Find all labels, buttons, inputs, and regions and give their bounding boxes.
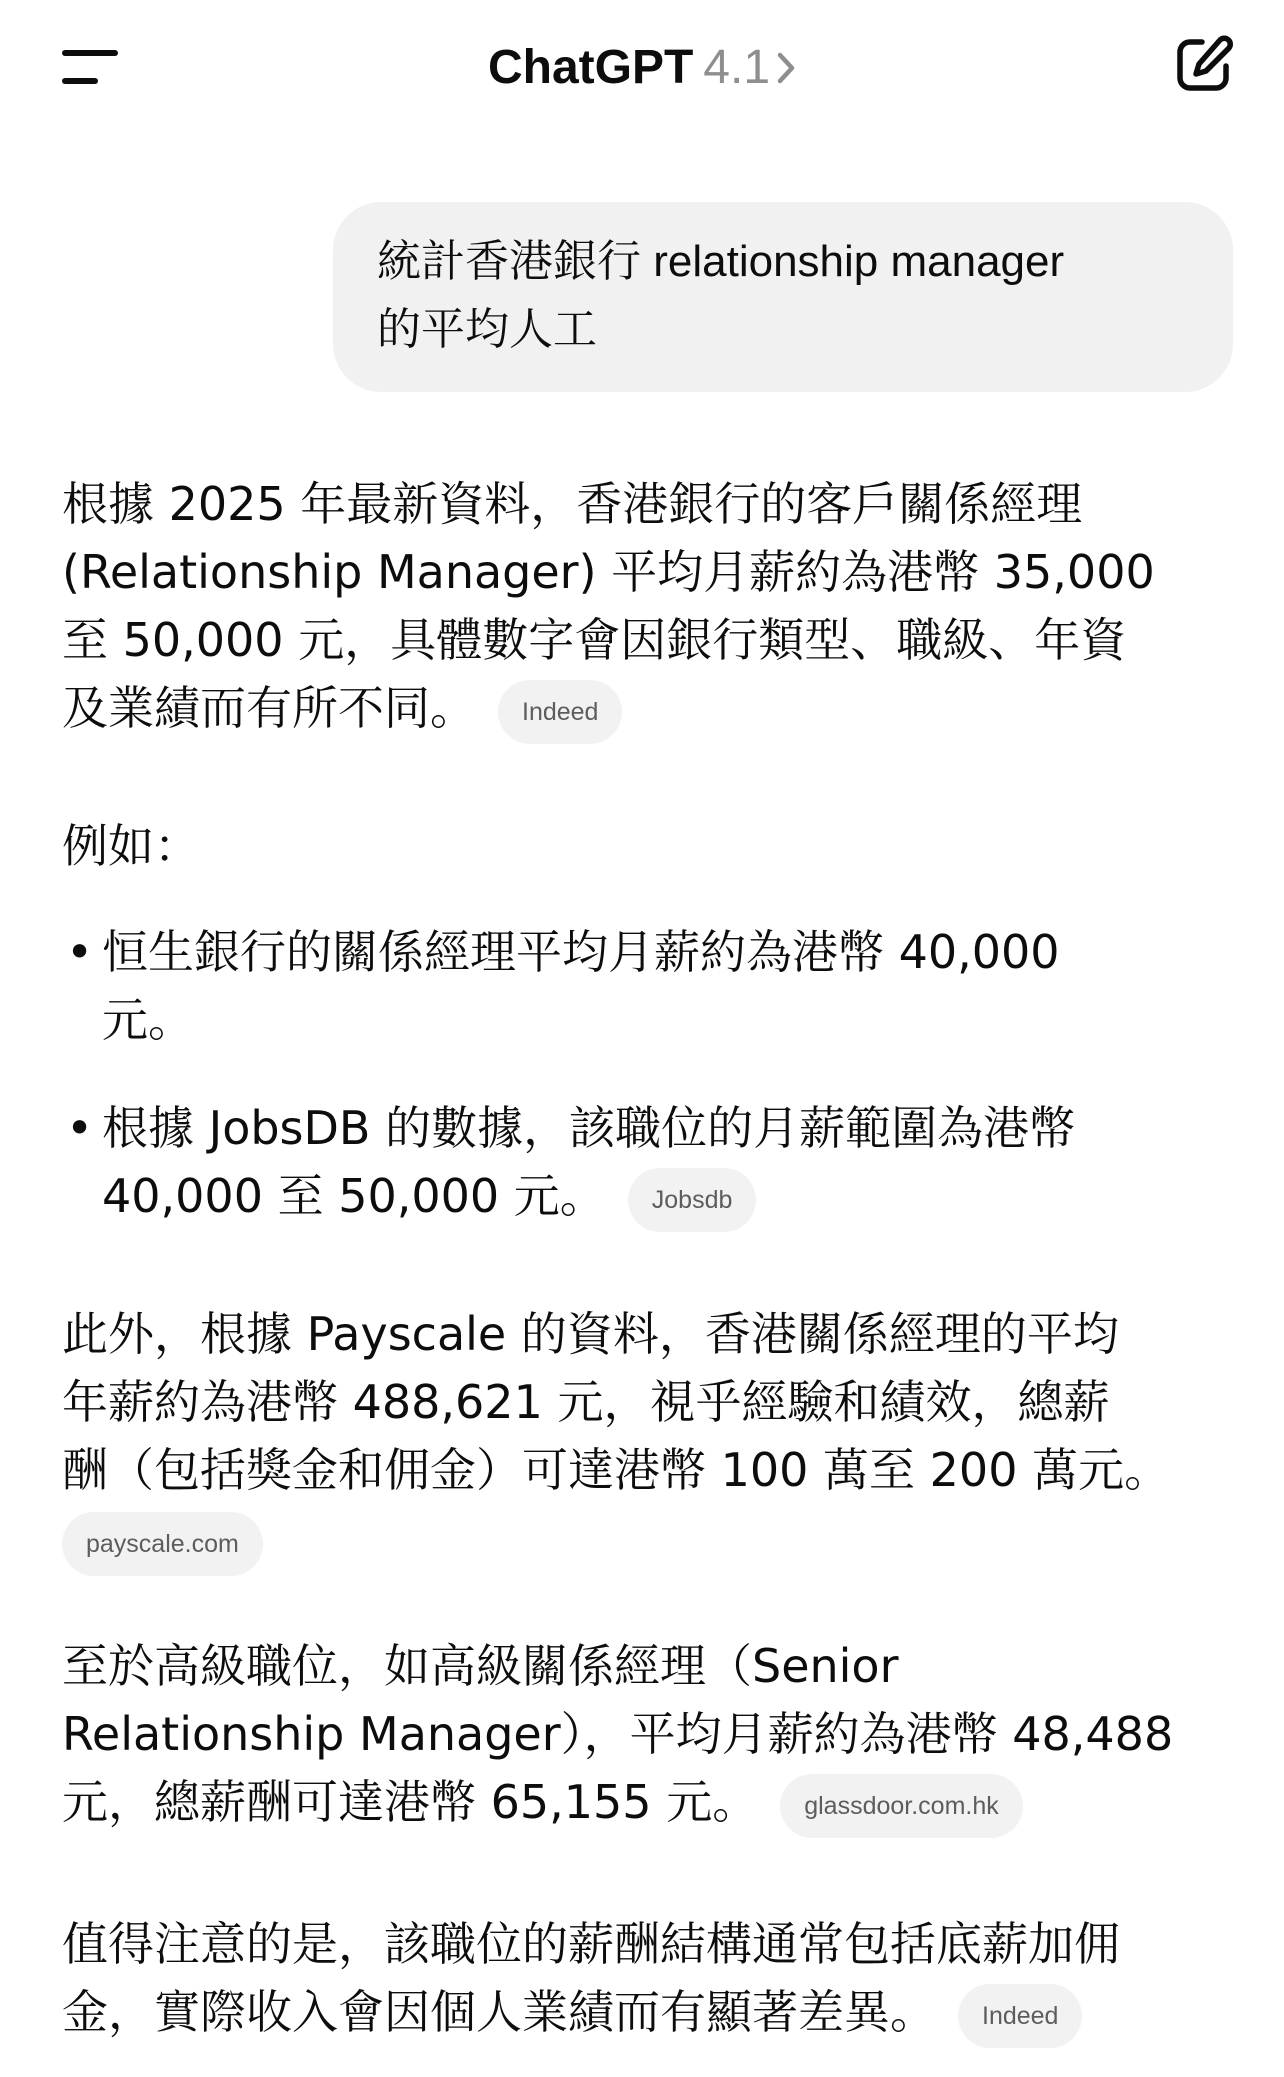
- answer-line: 根據 JobsDB 的數據，該職位的月薪範圍為港幣: [102, 1101, 1076, 1155]
- answer-line: 恒生銀行的關係經理平均月薪約為港幣 40,000: [102, 925, 1060, 979]
- list-item: [62, 918, 1212, 1054]
- answer-paragraph-3: [62, 1300, 1232, 1576]
- app-name: ChatGPT: [487, 41, 694, 94]
- answer-line: 元。: [102, 993, 194, 1047]
- answer-paragraph-1: [62, 470, 1232, 744]
- answer-line: 值得注意的是，該職位的薪酬結構通常包括底薪加佣: [62, 1917, 1120, 1971]
- source-chip-payscale[interactable]: payscale.com: [62, 1512, 263, 1576]
- answer-bullet-list: [62, 918, 1212, 1272]
- answer-paragraph-2: 例如：: [62, 819, 200, 873]
- chevron-right-icon: [776, 38, 796, 102]
- answer-line: [62, 1978, 1232, 2048]
- answer-line: [102, 1162, 1212, 1232]
- user-message-line: 統計香港銀行 relationship manager: [377, 237, 1065, 286]
- answer-line: [62, 1768, 1232, 1838]
- answer-paragraph-4: [62, 1632, 1232, 1838]
- source-chip-indeed[interactable]: Indeed: [498, 680, 622, 744]
- model-version: 4.1: [703, 41, 771, 94]
- answer-line: 酬（包括獎金和佣金）可達港幣 100 萬至 200 萬元。: [62, 1443, 1171, 1497]
- answer-line-text: 元，總薪酬可達港幣 65,155 元。: [62, 1775, 759, 1829]
- answer-line: Relationship Manager），平均月薪約為港幣 48,488: [62, 1707, 1174, 1761]
- answer-line: 至 50,000 元，具體數字會因銀行類型、職級、年資: [62, 613, 1127, 667]
- answer-line-text: 及業績而有所不同。: [62, 681, 476, 735]
- model-selector[interactable]: [0, 36, 1284, 102]
- answer-line: 年薪約為港幣 488,621 元，視乎經驗和績效，總薪: [62, 1375, 1110, 1429]
- bullet-dot: •: [66, 1101, 94, 1155]
- answer-line-text: 金，實際收入會因個人業績而有顯著差異。: [62, 1985, 936, 2039]
- answer-line: 根據 2025 年最新資料，香港銀行的客戶關係經理: [62, 477, 1083, 531]
- answer-line: 至於高級職位，如高級關係經理（Senior: [62, 1639, 899, 1693]
- new-chat-compose-icon[interactable]: [1172, 34, 1234, 96]
- user-message-line: 的平均人工: [377, 305, 597, 354]
- bullet-dot: •: [66, 925, 94, 979]
- answer-line: 此外，根據 Payscale 的資料，香港關係經理的平均: [62, 1307, 1119, 1361]
- answer-line: [62, 674, 1232, 744]
- answer-paragraph-5: [62, 1910, 1232, 2048]
- source-chip-indeed[interactable]: Indeed: [958, 1984, 1082, 2048]
- source-chip-glassdoor[interactable]: glassdoor.com.hk: [780, 1774, 1023, 1838]
- list-item: [62, 1094, 1212, 1232]
- answer-line: (Relationship Manager) 平均月薪約為港幣 35,000: [62, 545, 1155, 599]
- source-chip-jobsdb[interactable]: Jobsdb: [628, 1168, 757, 1232]
- top-bar: [0, 0, 1284, 140]
- user-message-bubble: [333, 202, 1233, 392]
- answer-line-text: 40,000 至 50,000 元。: [102, 1169, 606, 1223]
- source-row: [62, 1504, 1232, 1576]
